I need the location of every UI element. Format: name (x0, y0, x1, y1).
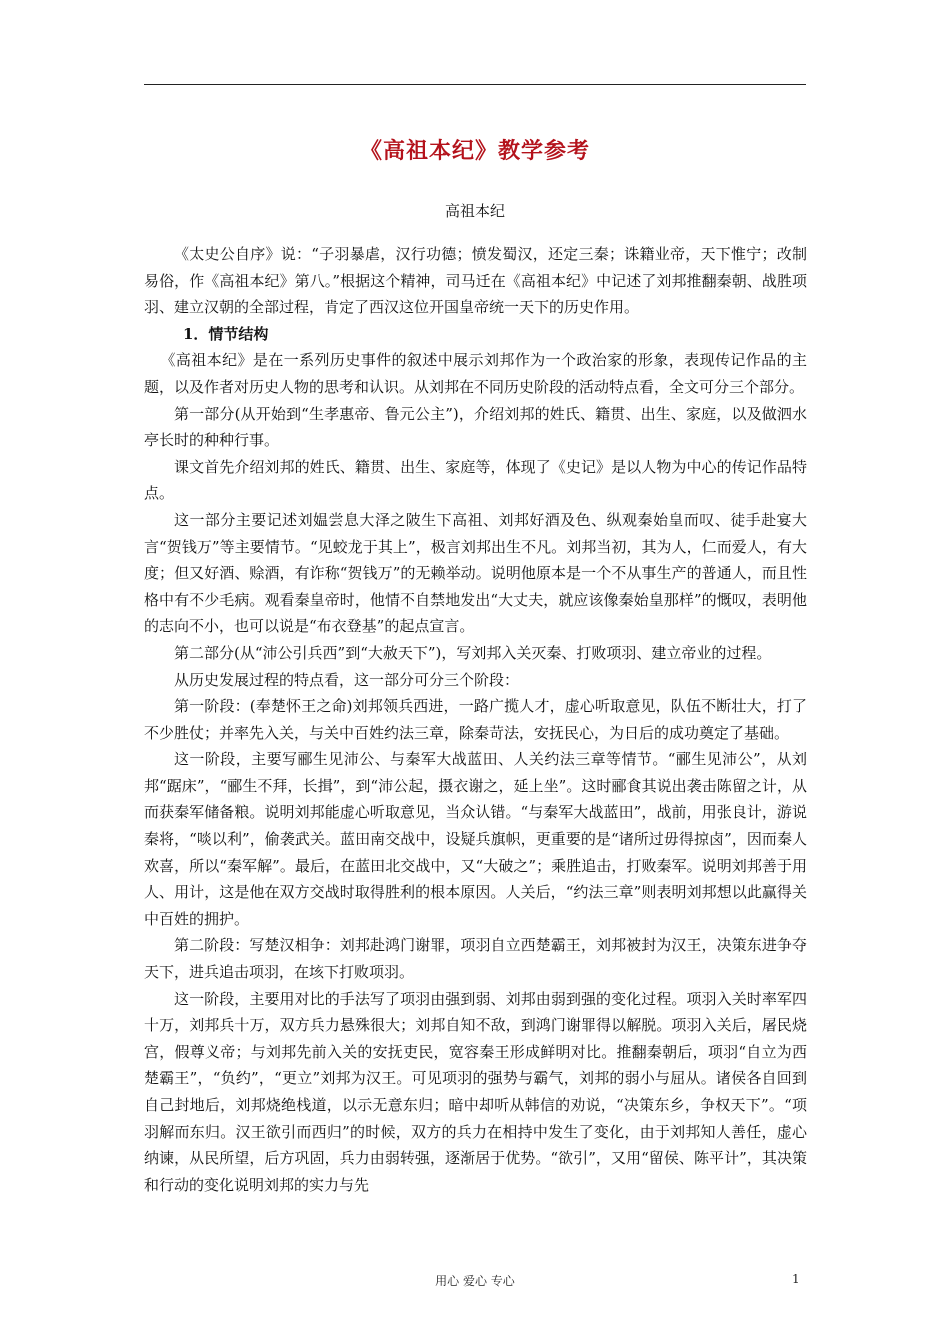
paragraph: 第二部分(从“沛公引兵西”到“大赦天下”)，写刘邦入关灭秦、打败项羽、建立帝业的过程。 (174, 643, 772, 662)
paragraph: 这一阶段，主要写郦生见沛公、与秦军大战蓝田、人关约法三章等情节。“郦生见沛公”，从刘邦“踞床”，“郦生不拜，长揖”，到“沛公起，摄衣谢之，延上坐”。这时郦食其说出袭击陈留之计，从而获秦军储备粮。说明刘邦能虚心听取意见，当众认错。“与秦军大战蓝田”，战前，用张良计，游说秦将，“啖以利”，偷袭武关。蓝田南交战中，设疑兵旗帜，更重要的是“诸所过毋得掠卤”，因而秦人欢喜，所以“秦军解”。最后，在蓝田北交战中，又“大破之”；乘胜追击，打败秦军。说明刘邦善于用人、用计，这是他在双方交战时取得胜利的根本原因。人关后，“约法三章”则表明刘邦想以此赢得关中百姓的拥护。 (144, 750, 807, 928)
section-heading-plot-structure: 1．情节结构 (183, 324, 269, 343)
paragraph: 第一部分(从开始到“生孝惠帝、鲁元公主”)，介绍刘邦的姓氏、籍贯、出生、家庭，以及做泗水亭长时的种种行事。 (144, 404, 807, 450)
document-title: 《高祖本纪》教学参考 (359, 138, 590, 164)
document-body (144, 241, 807, 1198)
paragraph: 第二阶段：写楚汉相争：刘邦赴鸿门谢罪，项羽自立西楚霸王，刘邦被封为汉王，决策东进争夺天下，进兵追击项羽，在垓下打败项羽。 (144, 936, 807, 982)
paragraph: 第一阶段：(奉楚怀王之命)刘邦领兵西进，一路广揽人才，虚心听取意见，队伍不断壮大，打了不少胜仗；并率先入关，与关中百姓约法三章，除秦苛法，安抚民心，为日后的成功奠定了基础。 (144, 697, 807, 742)
paragraph: 这一阶段，主要用对比的手法写了项羽由强到弱、刘邦由弱到强的变化过程。项羽入关时率军四十万，刘邦兵十万，双方兵力悬殊很大；刘邦自知不敌，到鸿门谢罪得以解脱。项羽入关后，屠民烧宫，假尊义帝；与刘邦先前入关的安抚吏民，宽容秦王形成鲜明对比。推翻秦朝后，项羽“自立为西楚霸王”，“负约”，“更立”刘邦为汉王。可见项羽的强势与霸气，刘邦的弱小与屈从。诸侯各自回到自己封地后，刘邦烧绝栈道，以示无意东归；暗中却听从韩信的劝说，“决策东乡，争权天下”。“项羽解而东归。汉王欲引而西归”的时候，双方的兵力在相持中发生了变化，由于刘邦知人善任，虚心纳谏，从民所望，后方巩固，兵力由弱转强，逐渐居于优势。“欲引”，又用“留侯、陈平计”，其决策和行动的变化说明刘邦的实力与先 (144, 989, 807, 1194)
header-rule (144, 84, 806, 85)
paragraph: 从历史发展过程的特点看，这一部分可分三个阶段： (174, 670, 520, 689)
paragraph: 课文首先介绍刘邦的姓氏、籍贯、出生、家庭等，体现了《史记》是以人物为中心的传记作品特点。 (144, 457, 807, 503)
footer-motto: 用心 爱心 专心 (435, 1274, 515, 1288)
page-number: 1 (792, 1272, 800, 1286)
paragraph: 《高祖本纪》是在一系列历史事件的叙述中展示刘邦作为一个政治家的形象，表现传记作品的主题，以及作者对历史人物的思考和认识。从刘邦在不同历史阶段的活动特点看，全文可分三个部分。 (144, 351, 807, 396)
document-subtitle: 高祖本纪 (444, 202, 505, 220)
paragraph-intro: 《太史公自序》说：“子羽暴虐，汉行功德；愤发蜀汉，还定三秦；诛籍业帝，天下惟宁；改制易俗，作《高祖本纪》第八。”根据这个精神，司马迁在《高祖本纪》中记述了刘邦推翻秦朝、战胜项羽、建立汉朝的全部过程，肯定了西汉这位开国皇帝统一天下的历史作用。 (144, 245, 807, 317)
paragraph: 这一部分主要记述刘媪尝息大泽之陂生下高祖、刘邦好酒及色、纵观秦始皇而叹、徒手赴宴大言“贺钱万”等主要情节。“见蛟龙于其上”，极言刘邦出生不凡。刘邦当初，其为人，仁而爱人，有大度；但又好酒、赊酒，有诈称“贺钱万”的无赖举动。说明他原本是一个不从事生产的普通人，而且性格中有不少毛病。观看秦皇帝时，他情不自禁地发出“大丈夫，就应该像秦始皇那样”的慨叹，表明他的志向不小，也可以说是“布衣登基”的起点宣言。 (144, 510, 807, 636)
